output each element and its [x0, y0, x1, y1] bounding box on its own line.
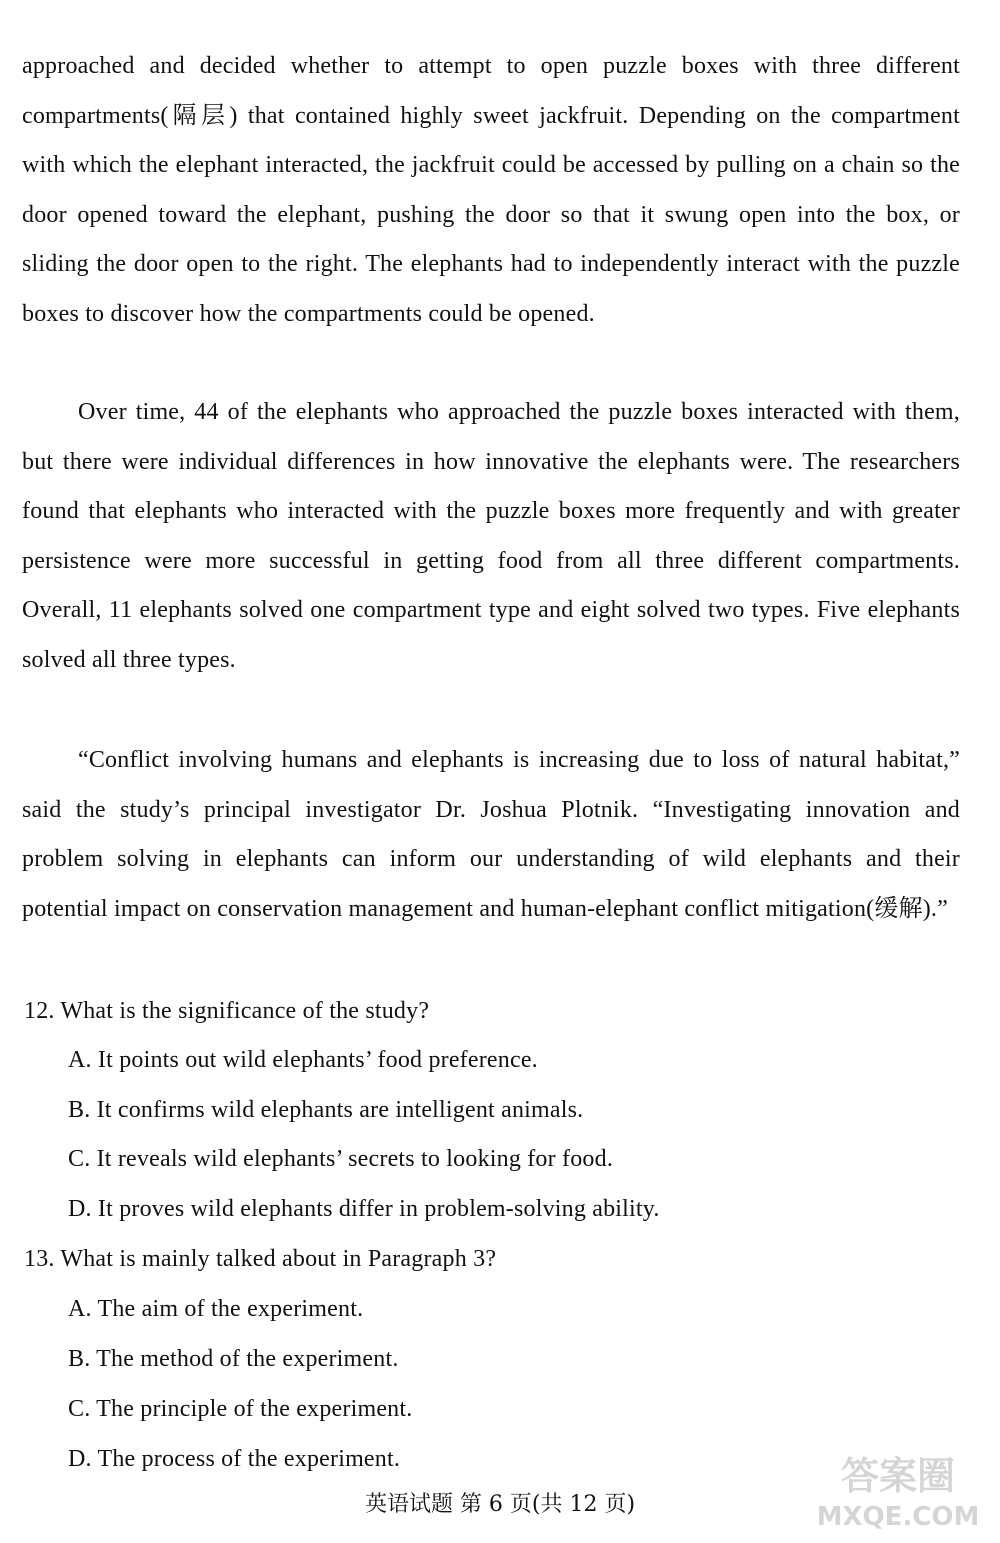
question-13-option-b: B. The method of the experiment. [68, 1346, 399, 1372]
passage-paragraph-3: “Conflict involving humans and elephants is increasing due to loss of natural habitat,” said the study’s principal investigator Dr. Joshua Plotnik. “Investigating innovation and problem solving in elephants can inform our understanding of wild elephants and their potential impact on conservation management and human-elephant conflict mitigation(缓解).” [22, 747, 960, 922]
passage-paragraph-1: approached and decided whether to attempt to open puzzle boxes with three different compartments(隔层) that contained highly sweet jackfruit. Depending on the compartment with which the elephant interacted, the jackfruit could be accessed by pulling on a chain so the door opened toward the elephant, pushing the door so that it swung open into the box, or sliding the door open to the right. The elephants had to independently interact with the puzzle boxes to discover how the compartments could be opened. [22, 53, 960, 327]
page-footer: 英语试题 第 6 页(共 12 页) [364, 1492, 636, 1517]
question-12-option-a: A. It points out wild elephants’ food preference. [68, 1047, 538, 1073]
passage-paragraph-2: Over time, 44 of the elephants who approached the puzzle boxes interacted with them, but there were individual differences in how innovative the elephants were. The researchers found that elephants who interacted with the puzzle boxes more frequently and with greater persistence were more successful in getting food from all three different compartments. Overall, 11 elephants solved one compartment type and eight solved two types. Five elephants solved all three types. [22, 399, 960, 673]
question-12-stem: 12. What is the significance of the study? [24, 998, 430, 1024]
question-13-stem: 13. What is mainly talked about in Paragraph 3? [24, 1246, 497, 1272]
watermark-line1: 答案圈 [840, 1454, 956, 1498]
question-13-option-a: A. The aim of the experiment. [68, 1296, 364, 1322]
question-13-option-c: C. The principle of the experiment. [68, 1396, 413, 1422]
question-12-option-c: C. It reveals wild elephants’ secrets to looking for food. [68, 1146, 614, 1172]
watermark-logo [808, 1445, 988, 1535]
watermark-line2: MXQE.COM [816, 1502, 980, 1532]
question-12-option-d: D. It proves wild elephants differ in problem-solving ability. [68, 1196, 660, 1222]
question-12-option-b: B. It confirms wild elephants are intelligent animals. [68, 1097, 584, 1123]
question-13-option-d: D. The process of the experiment. [68, 1446, 401, 1472]
